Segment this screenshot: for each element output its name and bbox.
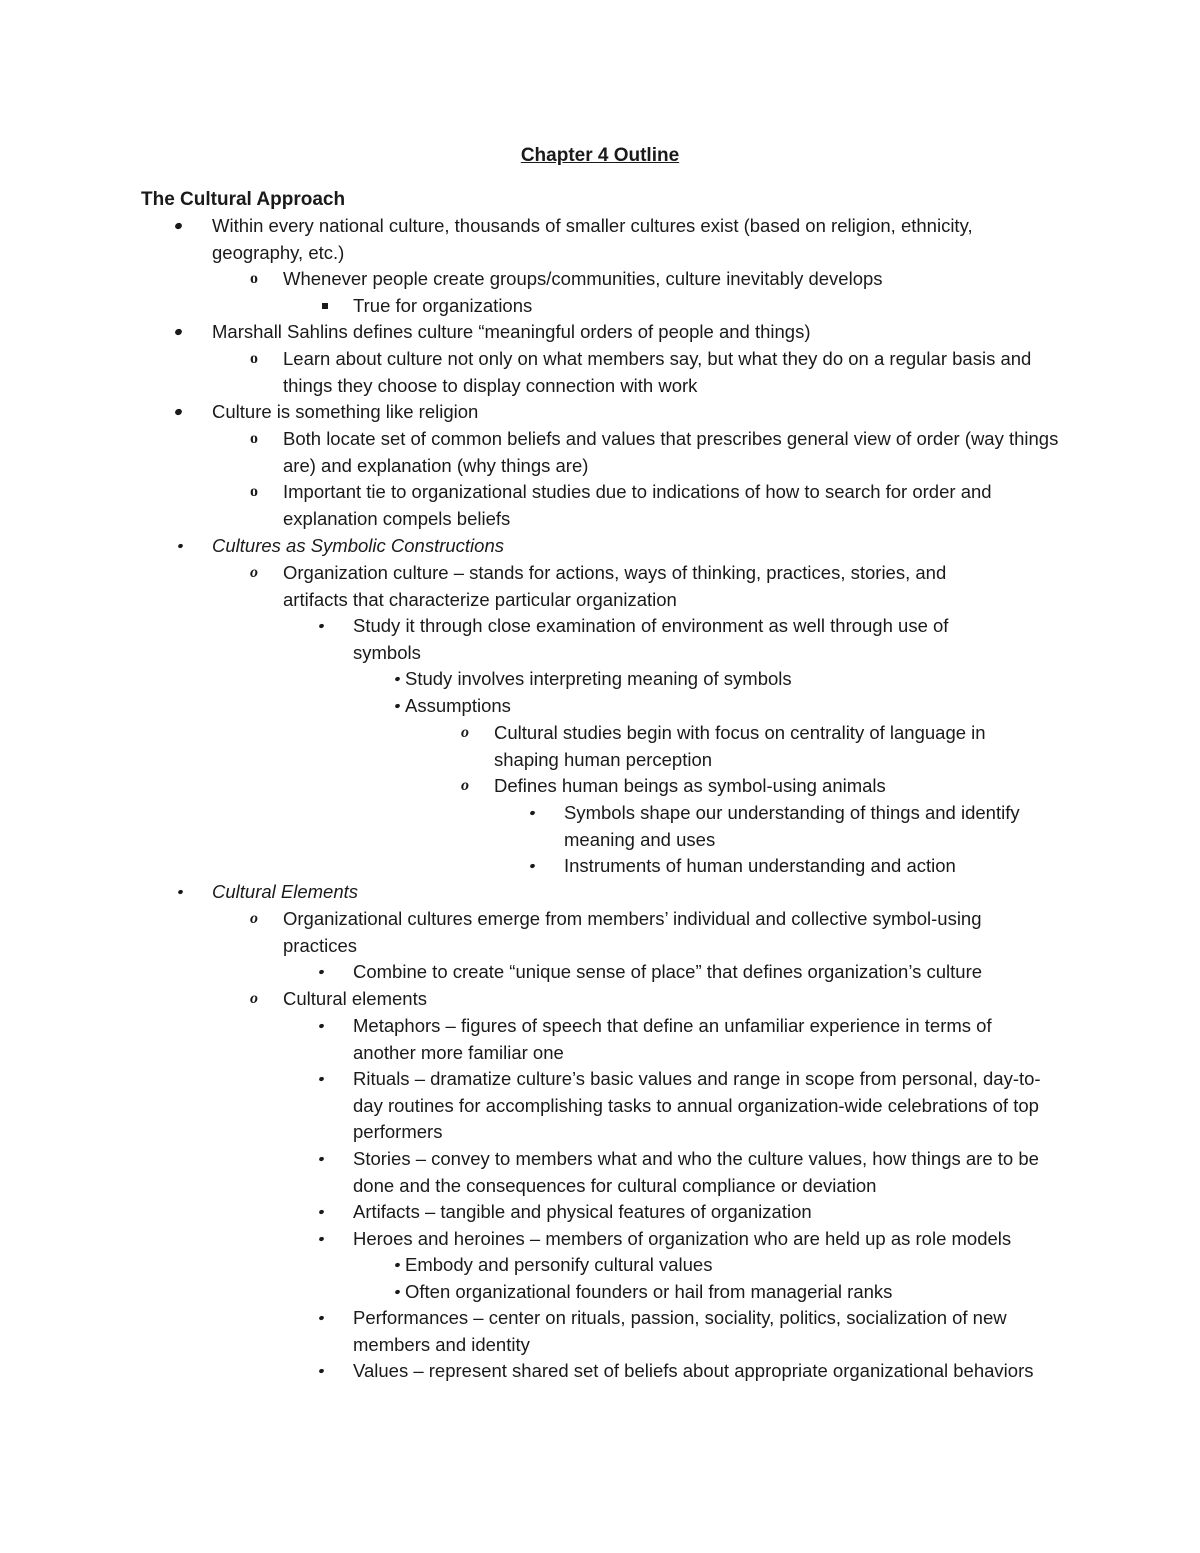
outline-item	[564, 853, 1064, 880]
outline-item	[250, 266, 1043, 293]
outline-item	[250, 560, 1003, 613]
outline-item	[461, 720, 1054, 773]
outline-item	[405, 1279, 1045, 1306]
outline-item-text: Study involves interpreting meaning of symbols	[405, 668, 792, 689]
circle-bullet-icon: o	[461, 777, 469, 794]
bullet-icon	[318, 1209, 324, 1215]
outline-item-text: Stories – convey to members what and who the culture values, how things are to be done and the consequences for cultural compliance or deviation	[353, 1148, 1039, 1196]
outline-item-text: Organizational cultures emerge from members’ individual and collective symbol-using practices	[283, 908, 982, 956]
circle-bullet-icon: o	[250, 564, 258, 581]
bullet-icon	[174, 222, 183, 230]
outline-item	[353, 613, 1013, 666]
bullet-icon	[174, 408, 183, 416]
circle-bullet-icon: o	[250, 483, 258, 500]
circle-bullet-icon: o	[250, 430, 258, 447]
outline-item	[212, 213, 1052, 266]
circle-bullet-icon: o	[250, 270, 258, 287]
outline-item-text: Performances – center on rituals, passion, sociality, politics, socialization of new members and identity	[353, 1307, 1007, 1355]
bullet-icon	[394, 703, 400, 709]
outline-item	[353, 1146, 1053, 1199]
outline-item-text: Cultures as Symbolic Constructions	[212, 535, 504, 556]
outline-item-text: Cultural studies begin with focus on centrality of language in shaping human perception	[494, 722, 986, 770]
outline-item-text: Assumptions	[405, 695, 511, 716]
outline-item	[250, 986, 1053, 1013]
outline-item-text: Culture is something like religion	[212, 401, 479, 422]
bullet-icon	[174, 328, 183, 336]
outline-item-text: Instruments of human understanding and action	[564, 855, 956, 876]
outline-item-text: Marshall Sahlins defines culture “meaningful orders of people and things)	[212, 321, 811, 342]
outline-item-text: Important tie to organizational studies due to indications of how to search for order and explanation compels beliefs	[283, 481, 992, 529]
outline-item-text: Combine to create “unique sense of place” that defines organization’s culture	[353, 961, 983, 982]
outline-item	[564, 800, 1064, 853]
outline-item-text: True for organizations	[353, 295, 533, 316]
bullet-icon	[318, 1156, 324, 1162]
bullet-icon	[318, 969, 324, 975]
outline-item	[353, 1199, 1053, 1226]
circle-bullet-icon: o	[250, 350, 258, 367]
outline-item	[250, 479, 1063, 532]
outline-item-text: Values – represent shared set of beliefs about appropriate organizational behaviors	[353, 1360, 1034, 1381]
bullet-icon	[177, 889, 183, 895]
bullet-icon	[394, 1289, 400, 1295]
outline-item	[353, 1305, 1063, 1358]
bullet-icon	[394, 676, 400, 682]
outline-item	[353, 1358, 1053, 1385]
outline-item-text: Both locate set of common beliefs and values that prescribes general view of order (way things are) and explanation (why things are)	[283, 428, 1059, 476]
outline-item-text: Often organizational founders or hail from managerial ranks	[405, 1281, 893, 1302]
circle-bullet-icon: o	[250, 910, 258, 927]
outline-item-text: Embody and personify cultural values	[405, 1254, 713, 1275]
outline-item-text: Cultural elements	[283, 988, 427, 1009]
outline-item	[405, 1252, 1045, 1279]
section-heading: The Cultural Approach	[141, 189, 346, 210]
outline-item	[353, 959, 1053, 986]
circle-bullet-icon: o	[250, 990, 258, 1007]
outline-item	[405, 666, 1045, 693]
outline-item	[212, 879, 1052, 906]
page-title: Chapter 4 Outline	[520, 145, 680, 166]
outline-item-text: Heroes and heroines – members of organization who are held up as role models	[353, 1228, 1012, 1249]
outline-item-text: Cultural Elements	[212, 881, 359, 902]
bullet-icon	[394, 1262, 400, 1268]
outline-item-text: Artifacts – tangible and physical features of organization	[353, 1201, 812, 1222]
outline-item-text: Organization culture – stands for actions, ways of thinking, practices, stories, and artifacts that characterize particular organization	[283, 562, 947, 610]
outline-item	[212, 399, 1052, 426]
outline-item-text: Within every national culture, thousands of smaller cultures exist (based on religion, ethnicity, geography, etc.)	[212, 215, 973, 263]
outline-item	[461, 773, 1054, 800]
square-bullet-icon	[322, 303, 328, 309]
outline-item	[250, 906, 1053, 959]
bullet-icon	[318, 1368, 324, 1374]
bullet-icon	[529, 810, 535, 816]
outline-item-text: Whenever people create groups/communities, culture inevitably develops	[283, 268, 883, 289]
bullet-icon	[318, 1236, 324, 1242]
bullet-icon	[318, 1023, 324, 1029]
outline-item	[405, 693, 1045, 720]
bullet-icon	[318, 1076, 324, 1082]
bullet-icon	[318, 623, 324, 629]
outline-item	[353, 1013, 1053, 1066]
outline-item-text: Study it through close examination of environment as well through use of symbols	[353, 615, 949, 663]
outline-item	[353, 1066, 1063, 1146]
outline-item	[353, 293, 1043, 320]
circle-bullet-icon: o	[461, 724, 469, 741]
outline-item	[212, 533, 1052, 560]
outline-item-text: Learn about culture not only on what members say, but what they do on a regular basis and things they choose to display connection with work	[283, 348, 1032, 396]
outline-item	[212, 319, 1052, 346]
outline-item	[353, 1226, 1063, 1253]
outline-item-text: Defines human beings as symbol-using animals	[494, 775, 886, 796]
outline-item	[250, 426, 1063, 479]
bullet-icon	[318, 1315, 324, 1321]
outline-item-text: Metaphors – figures of speech that define an unfamiliar experience in terms of another more familiar one	[353, 1015, 992, 1063]
bullet-icon	[529, 863, 535, 869]
outline-item-text: Symbols shape our understanding of things and identify meaning and uses	[564, 802, 1020, 850]
bullet-icon	[177, 543, 183, 549]
outline-item-text: Rituals – dramatize culture’s basic values and range in scope from personal, day-to-day routines for accomplishing tasks to annual organization-wide celebrations of top performers	[353, 1068, 1041, 1143]
outline-item	[250, 346, 1063, 399]
